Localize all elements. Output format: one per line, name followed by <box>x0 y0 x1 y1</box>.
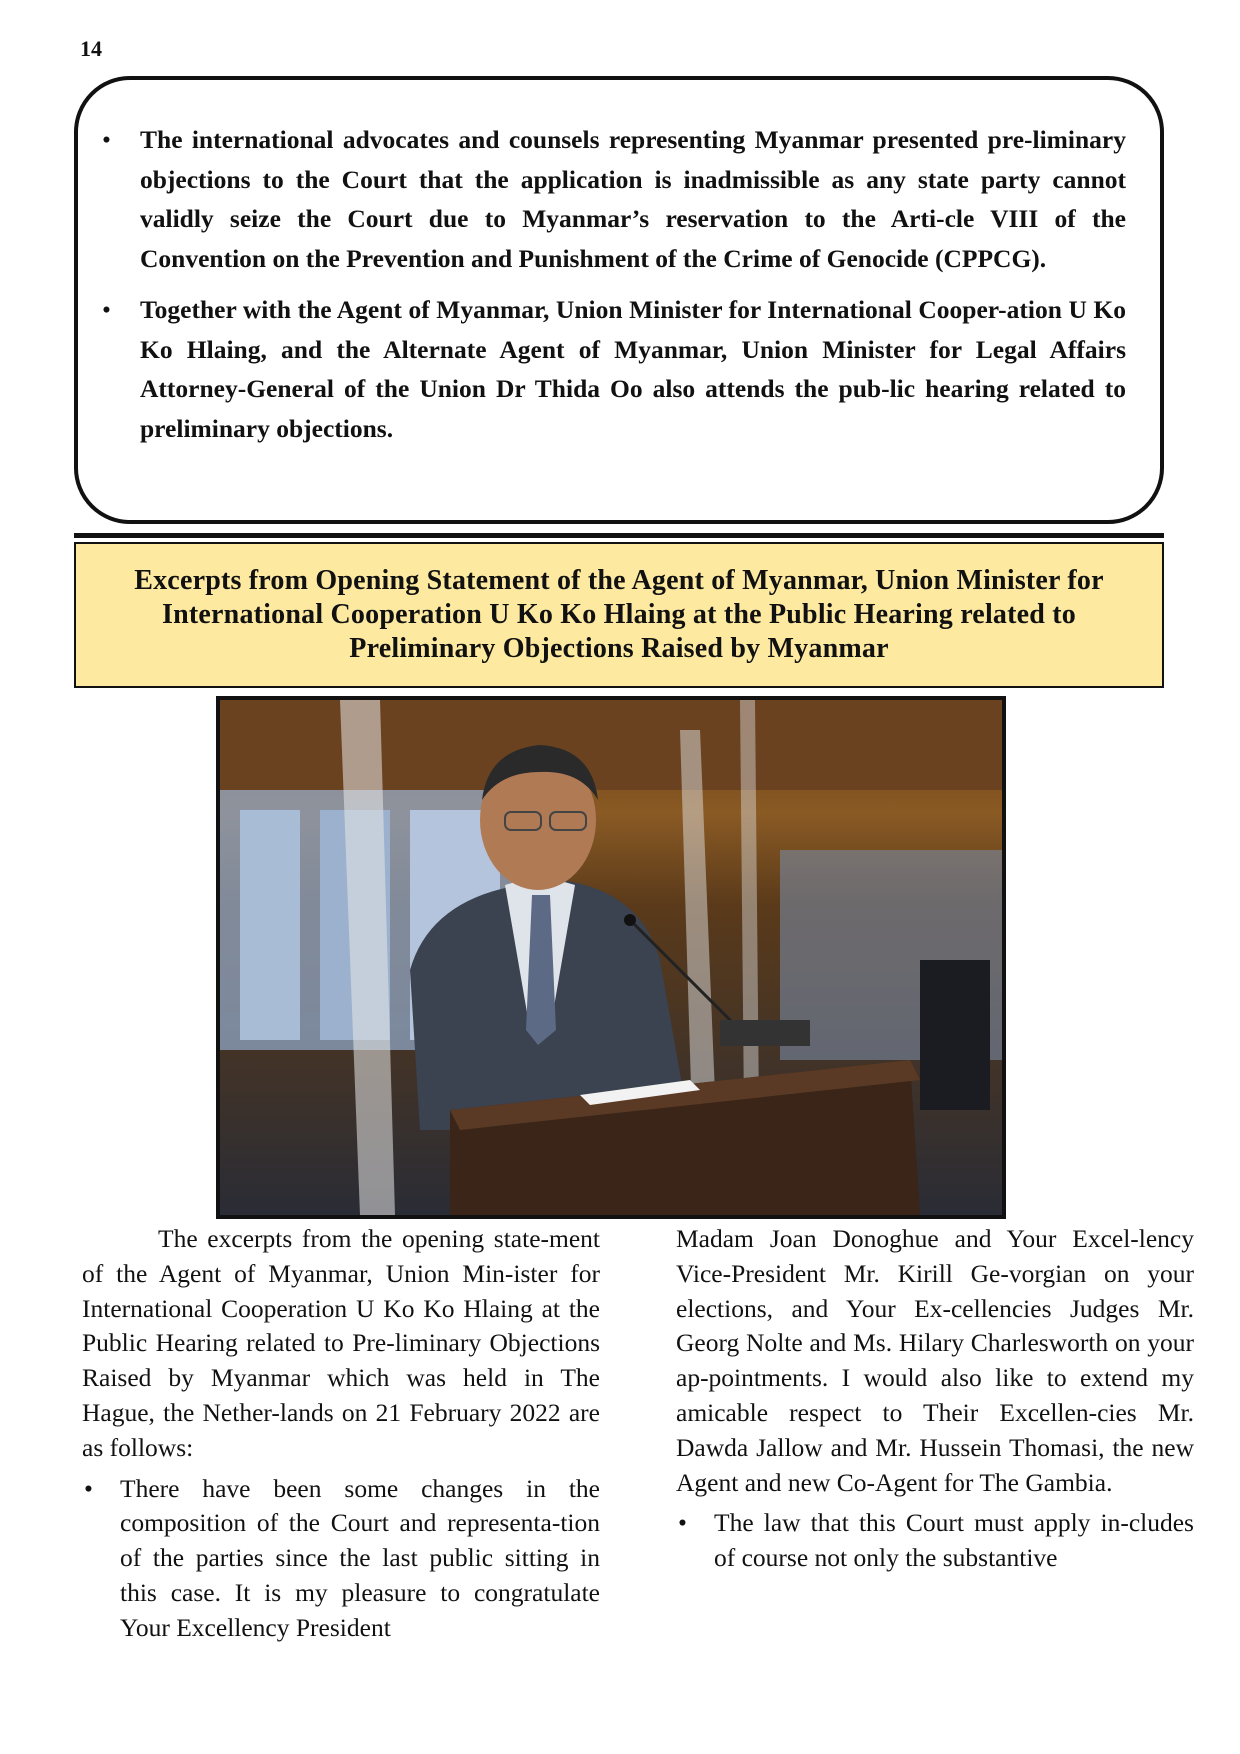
speaker-photo <box>216 696 1006 1219</box>
excerpt-list-right <box>676 1506 1194 1576</box>
excerpt-bullet-1: • There have been some changes in the composition of the Court and representa-tion of the parties since the last public sitting in this case. It is my pleasure to congratulate Your Excellency President <box>82 1472 600 1646</box>
excerpt-list-left <box>82 1472 600 1646</box>
section-heading: Excerpts from Opening Statement of the Agent of Myanmar, Union Minister for International Cooperation U Ko Ko Hlaing at the Public Hearing related to Preliminary Objections Raised by Myanmar <box>134 565 1104 664</box>
body-column-right <box>676 1222 1194 1582</box>
summary-list <box>140 120 1126 448</box>
excerpt-bullet-1-continuation: Madam Joan Donoghue and Your Excel-lency Vice-President Mr. Kirill Ge-vorgian on your elections, and Your Ex-cellencies Judges Mr. Georg Nolte and Ms. Hilary Charlesworth on your ap-pointments. I would also like to extend my amicable respect to Their Excellen-cies Mr. Dawda Jallow and Mr. Hussein Thomasi, the new Agent and new Co-Agent for The Gambia. <box>676 1224 1194 1497</box>
intro-paragraph: The excerpts from the opening state-ment of the Agent of Myanmar, Union Min-ister for International Cooperation U Ko Ko Hlaing at the Public Hearing related to Pre-liminary Objections Raised by Myanmar which was held in The Hague, the Nether-lands on 21 February 2022 are as follows: <box>82 1224 600 1462</box>
summary-box <box>74 76 1164 524</box>
page-number: 14 <box>80 36 102 61</box>
excerpt-bullet-2: • The law that this Court must apply in-cludes of course not only the substantive <box>676 1506 1194 1576</box>
speaker-photo-illustration <box>220 700 1002 1215</box>
summary-bullet-2: • Together with the Agent of Myanmar, Union Minister for International Cooper-ation U Ko Ko Hlaing, and the Alternate Agent of Myanmar, Union Minister for Legal Affairs Attorney-General of the Union Dr Thida Oo also attends the pub-lic hearing related to preliminary objections. <box>140 290 1126 448</box>
body-column-left <box>82 1222 600 1652</box>
section-divider <box>74 533 1164 538</box>
summary-bullet-1: • The international advocates and counsels representing Myanmar presented pre-liminary objections to the Court that the application is inadmissible as any state party cannot validly seize the Court due to Myanmar’s reservation to the Arti-cle VIII of the Convention on the Prevention and Punishment of the Crime of Genocide (CPPCG). <box>140 120 1126 278</box>
section-heading-box <box>74 542 1164 688</box>
